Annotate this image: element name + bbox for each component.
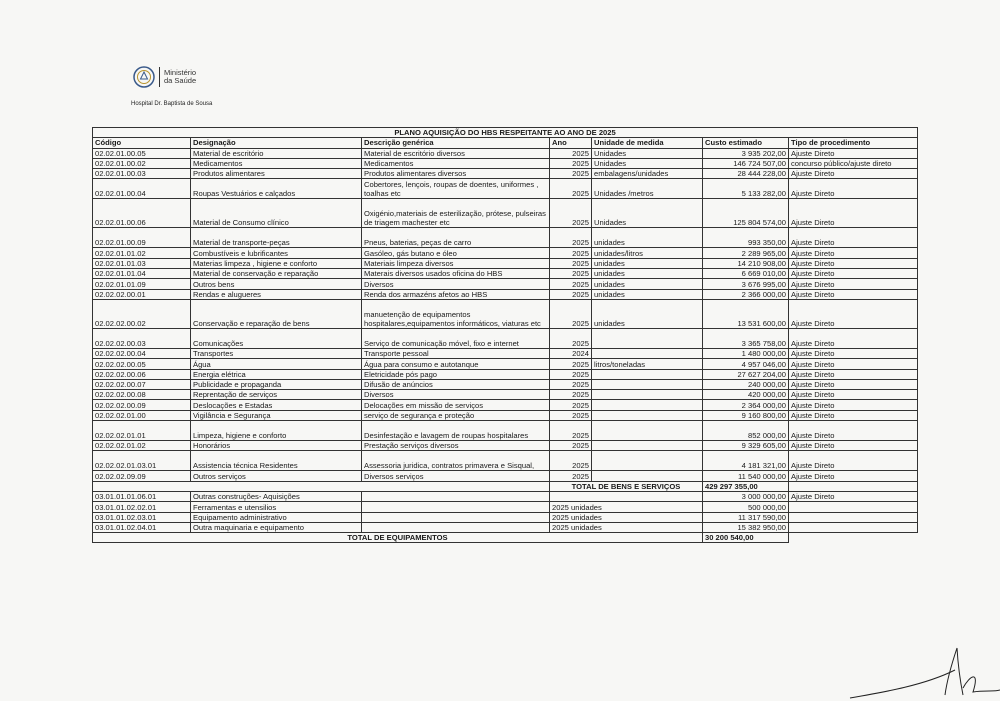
row-unit: [592, 369, 703, 379]
row-cost: 28 444 228,00: [703, 169, 789, 179]
row-procedure: Ajuste Direto: [789, 369, 918, 379]
row-description: Delocações em missão de serviços: [362, 400, 550, 410]
row-procedure: Ajuste Direto: [789, 410, 918, 420]
row-year: 2025: [550, 421, 592, 441]
row-unit: [592, 379, 703, 389]
total-empty-end: [789, 533, 918, 543]
row-cost: 852 000,00: [703, 421, 789, 441]
row-cost: 4 181 321,00: [703, 451, 789, 471]
subtotal-cost: 429 297 355,00: [703, 481, 789, 491]
row-code: 02.02.02.01.02: [93, 441, 191, 451]
equipment-year-unit: 2025 unidades: [550, 502, 703, 512]
row-code: 02.02.02.00.01: [93, 289, 191, 299]
table-row: [93, 451, 918, 471]
row-procedure: Ajuste Direto: [789, 248, 918, 258]
table-title: PLANO AQUISIÇÃO DO HBS RESPEITANTE AO ANO DE 2025: [93, 128, 918, 138]
row-unit: unidades: [592, 289, 703, 299]
header-year: Ano: [550, 138, 592, 148]
row-cost: 3 935 202,00: [703, 148, 789, 158]
table-row: [93, 299, 918, 328]
row-procedure: Ajuste Direto: [789, 299, 918, 328]
row-procedure: Ajuste Direto: [789, 441, 918, 451]
equipment-procedure: [789, 502, 918, 512]
row-designation: Rendas e alugueres: [191, 289, 362, 299]
row-cost: 420 000,00: [703, 390, 789, 400]
equipment-designation: Equipamento administrativo: [191, 512, 362, 522]
row-description: Material de escritório diversos: [362, 148, 550, 158]
row-procedure: Ajuste Direto: [789, 400, 918, 410]
equipment-designation: Ferramentas e utensilios: [191, 502, 362, 512]
table-title-row: [93, 128, 918, 138]
row-cost: 27 627 204,00: [703, 369, 789, 379]
table-row: [93, 441, 918, 451]
equipment-code: 03.01.01.01.06.01: [93, 491, 191, 501]
row-cost: 3 676 995,00: [703, 279, 789, 289]
equipment-code: 03.01.01.02.02.01: [93, 502, 191, 512]
header-description: Descrição genérica: [362, 138, 550, 148]
row-designation: Combustíveis e lubrificantes: [191, 248, 362, 258]
table-row: [93, 328, 918, 348]
row-year: 2025: [550, 179, 592, 199]
row-procedure: Ajuste Direto: [789, 348, 918, 358]
table-row: [93, 471, 918, 481]
row-unit: [592, 441, 703, 451]
row-procedure: concurso público/ajuste direto: [789, 158, 918, 168]
row-procedure: Ajuste Direto: [789, 390, 918, 400]
row-year: 2025: [550, 400, 592, 410]
row-unit: [592, 328, 703, 348]
row-cost: 2 366 000,00: [703, 289, 789, 299]
row-code: 02.02.02.00.03: [93, 328, 191, 348]
total-row: [93, 533, 918, 543]
row-unit: Unidades: [592, 148, 703, 158]
row-code: 02.02.01.00.02: [93, 158, 191, 168]
row-year: 2025: [550, 289, 592, 299]
equipment-procedure: [789, 512, 918, 522]
row-designation: Honorários: [191, 441, 362, 451]
row-cost: 146 724 507,00: [703, 158, 789, 168]
row-cost: 2 289 965,00: [703, 248, 789, 258]
equipment-description: [362, 512, 550, 522]
row-designation: Comunicações: [191, 328, 362, 348]
row-description: Prestação serviços diversos: [362, 441, 550, 451]
row-unit: [592, 410, 703, 420]
row-designation: Deslocações e Estadas: [191, 400, 362, 410]
equipment-description: [362, 502, 550, 512]
row-code: 02.02.01.00.03: [93, 169, 191, 179]
row-procedure: Ajuste Direto: [789, 289, 918, 299]
ministry-name: Ministério da Saúde: [164, 67, 197, 85]
row-description: Diversos: [362, 279, 550, 289]
row-description: Medicamentos: [362, 158, 550, 168]
row-cost: 993 350,00: [703, 228, 789, 248]
header-code: Código: [93, 138, 191, 148]
row-description: Gasóleo, gás butano e óleo: [362, 248, 550, 258]
row-unit: [592, 471, 703, 481]
equipment-row: [93, 522, 918, 532]
subtotal-empty-end: [789, 481, 918, 491]
row-designation: Produtos alimentares: [191, 169, 362, 179]
row-designation: Limpeza, higiene e conforto: [191, 421, 362, 441]
row-unit: Unidades: [592, 199, 703, 228]
row-designation: Vigilância e Segurança: [191, 410, 362, 420]
row-code: 02.02.02.09.09: [93, 471, 191, 481]
row-description: Difusão de anúncios: [362, 379, 550, 389]
row-procedure: Ajuste Direto: [789, 258, 918, 268]
row-code: 02.02.02.00.02: [93, 299, 191, 328]
row-code: 02.02.02.00.05: [93, 359, 191, 369]
row-cost: 5 133 282,00: [703, 179, 789, 199]
header-designation: Designação: [191, 138, 362, 148]
row-designation: Assistencia técnica Residentes: [191, 451, 362, 471]
row-cost: 240 000,00: [703, 379, 789, 389]
row-unit: unidades/litros: [592, 248, 703, 258]
table-row: [93, 359, 918, 369]
row-unit: unidades: [592, 279, 703, 289]
equipment-description: [362, 491, 550, 501]
row-description: Materais diversos usados oficina do HBS: [362, 269, 550, 279]
table-row: [93, 379, 918, 389]
row-description: serviço de segurança e proteção: [362, 410, 550, 420]
subtotal-row: [93, 481, 918, 491]
row-description: Desinfestação e lavagem de roupas hospitalares: [362, 421, 550, 441]
row-unit: unidades: [592, 299, 703, 328]
row-procedure: Ajuste Direto: [789, 169, 918, 179]
row-designation: Água: [191, 359, 362, 369]
row-description: Cobertores, lençois, roupas de doentes, uniformes , toalhas etc: [362, 179, 550, 199]
equipment-cost: 500 000,00: [703, 502, 789, 512]
row-year: 2025: [550, 248, 592, 258]
row-unit: [592, 348, 703, 358]
header-procedure: Tipo de procedimento: [789, 138, 918, 148]
row-description: Assessoria juridica, contratos primavera e Sisqual,: [362, 451, 550, 471]
row-code: 02.02.02.00.06: [93, 369, 191, 379]
row-year: 2025: [550, 169, 592, 179]
equipment-procedure: [789, 522, 918, 532]
row-procedure: Ajuste Direto: [789, 451, 918, 471]
row-code: 02.02.02.00.04: [93, 348, 191, 358]
equipment-year-unit: [550, 491, 703, 501]
row-code: 02.02.01.01.09: [93, 279, 191, 289]
row-designation: Transportes: [191, 348, 362, 358]
table-row: [93, 248, 918, 258]
header-unit: Unidade de medida: [592, 138, 703, 148]
row-code: 02.02.01.00.05: [93, 148, 191, 158]
equipment-cost: 11 317 590,00: [703, 512, 789, 522]
row-year: 2025: [550, 410, 592, 420]
equipment-designation: Outra maquinaria e equipamento: [191, 522, 362, 532]
row-designation: Reprentação de serviços: [191, 390, 362, 400]
row-procedure: Ajuste Direto: [789, 279, 918, 289]
row-designation: Medicamentos: [191, 158, 362, 168]
row-code: 02.02.02.01.00: [93, 410, 191, 420]
table-row: [93, 289, 918, 299]
row-code: 02.02.01.00.06: [93, 199, 191, 228]
row-description: Eletricidade pós pago: [362, 369, 550, 379]
ministry-logo: [133, 66, 200, 88]
row-unit: embalagens/unidades: [592, 169, 703, 179]
row-designation: Roupas Vestuários e calçados: [191, 179, 362, 199]
total-label: TOTAL DE EQUIPAMENTOS: [93, 533, 703, 543]
table-row: [93, 279, 918, 289]
row-year: 2025: [550, 369, 592, 379]
equipment-cost: 15 382 950,00: [703, 522, 789, 532]
row-year: 2025: [550, 379, 592, 389]
row-unit: unidades: [592, 258, 703, 268]
table-header-row: [93, 138, 918, 148]
equipment-code: 03.01.01.02.04.01: [93, 522, 191, 532]
row-procedure: Ajuste Direto: [789, 148, 918, 158]
row-year: 2025: [550, 228, 592, 248]
row-year: 2025: [550, 199, 592, 228]
table-row: [93, 169, 918, 179]
row-designation: Outros bens: [191, 279, 362, 289]
row-year: 2024: [550, 348, 592, 358]
row-description: Renda dos armazéns afetos ao HBS: [362, 289, 550, 299]
equipment-description: [362, 522, 550, 532]
row-procedure: Ajuste Direto: [789, 179, 918, 199]
row-code: 02.02.01.00.09: [93, 228, 191, 248]
row-year: 2025: [550, 148, 592, 158]
equipment-code: 03.01.01.02.03.01: [93, 512, 191, 522]
row-designation: Materias limpeza , higiene e conforto: [191, 258, 362, 268]
table-row: [93, 421, 918, 441]
row-unit: unidades: [592, 269, 703, 279]
row-year: 2025: [550, 441, 592, 451]
row-description: Pneus, baterias, peças de carro: [362, 228, 550, 248]
row-year: 2025: [550, 390, 592, 400]
row-year: 2025: [550, 258, 592, 268]
row-designation: Material de transporte-peças: [191, 228, 362, 248]
row-code: 02.02.02.00.09: [93, 400, 191, 410]
row-code: 02.02.01.00.04: [93, 179, 191, 199]
row-description: Diversos: [362, 390, 550, 400]
row-procedure: Ajuste Direto: [789, 379, 918, 389]
row-unit: Unidades: [592, 158, 703, 168]
row-code: 02.02.02.00.08: [93, 390, 191, 400]
equipment-designation: Outras construções- Aquisições: [191, 491, 362, 501]
row-cost: 14 210 908,00: [703, 258, 789, 268]
row-year: 2025: [550, 279, 592, 289]
row-cost: 4 957 046,00: [703, 359, 789, 369]
row-year: 2025: [550, 471, 592, 481]
equipment-row: [93, 512, 918, 522]
table-row: [93, 158, 918, 168]
row-cost: 2 364 000,00: [703, 400, 789, 410]
table-row: [93, 390, 918, 400]
row-description: Oxigénio,materiais de esterilização, prótese, pulseiras de triagem machester etc: [362, 199, 550, 228]
row-code: 02.02.01.01.04: [93, 269, 191, 279]
row-year: 2025: [550, 451, 592, 471]
row-description: Água para consumo e autotanque: [362, 359, 550, 369]
row-procedure: Ajuste Direto: [789, 471, 918, 481]
row-unit: [592, 400, 703, 410]
row-procedure: Ajuste Direto: [789, 421, 918, 441]
row-cost: 3 365 758,00: [703, 328, 789, 348]
row-cost: 125 804 574,00: [703, 199, 789, 228]
hospital-name: Hospital Dr. Baptista de Sousa: [131, 101, 213, 107]
row-description: Materiais limpeza diversos: [362, 258, 550, 268]
row-unit: [592, 390, 703, 400]
row-description: Transporte pessoal: [362, 348, 550, 358]
row-designation: Outros serviços: [191, 471, 362, 481]
handwritten-signature: [845, 640, 1000, 701]
table-row: [93, 258, 918, 268]
row-procedure: Ajuste Direto: [789, 359, 918, 369]
row-description: Serviço de comunicação móvel, fixo e internet: [362, 328, 550, 348]
header-cost: Custo estimado: [703, 138, 789, 148]
row-procedure: Ajuste Direto: [789, 269, 918, 279]
row-cost: 9 329 605,00: [703, 441, 789, 451]
table-row: [93, 269, 918, 279]
row-year: 2025: [550, 328, 592, 348]
row-procedure: Ajuste Direto: [789, 199, 918, 228]
row-unit: Unidades /metros: [592, 179, 703, 199]
row-designation: Material de escritório: [191, 148, 362, 158]
row-designation: Conservação e reparação de bens: [191, 299, 362, 328]
table-row: [93, 400, 918, 410]
equipment-year-unit: 2025 unidades: [550, 522, 703, 532]
table-row: [93, 199, 918, 228]
row-code: 02.02.02.00.07: [93, 379, 191, 389]
row-unit: litros/toneladas: [592, 359, 703, 369]
row-code: 02.02.02.01.03.01: [93, 451, 191, 471]
row-unit: unidades: [592, 228, 703, 248]
total-cost: 30 200 540,00: [703, 533, 789, 543]
acquisition-plan-table: [92, 127, 918, 543]
row-year: 2025: [550, 158, 592, 168]
row-designation: Material de Consumo clínico: [191, 199, 362, 228]
row-procedure: Ajuste Direto: [789, 328, 918, 348]
table-row: [93, 179, 918, 199]
row-description: Diversos serviços: [362, 471, 550, 481]
row-description: manuetenção de equipamentos hospitalares,equipamentos informáticos, viaturas etc: [362, 299, 550, 328]
row-designation: Material de conservação e reparação: [191, 269, 362, 279]
row-code: 02.02.02.01.01: [93, 421, 191, 441]
row-cost: 13 531 600,00: [703, 299, 789, 328]
row-cost: 6 669 010,00: [703, 269, 789, 279]
equipment-cost: 3 000 000,00: [703, 491, 789, 501]
row-procedure: Ajuste Direto: [789, 228, 918, 248]
table-row: [93, 228, 918, 248]
row-code: 02.02.01.01.02: [93, 248, 191, 258]
row-cost: 11 540 000,00: [703, 471, 789, 481]
table-row: [93, 348, 918, 358]
equipment-procedure: Ajuste Direto: [789, 491, 918, 501]
row-unit: [592, 421, 703, 441]
subtotal-label: TOTAL DE BENS E SERVIÇOS: [550, 481, 703, 491]
row-code: 02.02.01.01.03: [93, 258, 191, 268]
table-row: [93, 148, 918, 158]
row-cost: 9 160 800,00: [703, 410, 789, 420]
row-unit: [592, 451, 703, 471]
row-year: 2025: [550, 269, 592, 279]
row-year: 2025: [550, 299, 592, 328]
equipment-row: [93, 491, 918, 501]
row-designation: Publicidade e propaganda: [191, 379, 362, 389]
equipment-row: [93, 502, 918, 512]
national-seal-icon: [133, 66, 155, 88]
row-description: Produtos alimentares diversos: [362, 169, 550, 179]
row-designation: Energia elétrica: [191, 369, 362, 379]
row-cost: 1 480 000,00: [703, 348, 789, 358]
logo-divider: [159, 67, 160, 87]
table-row: [93, 410, 918, 420]
equipment-year-unit: 2025 unidades: [550, 512, 703, 522]
row-year: 2025: [550, 359, 592, 369]
subtotal-empty: [93, 481, 550, 491]
table-row: [93, 369, 918, 379]
